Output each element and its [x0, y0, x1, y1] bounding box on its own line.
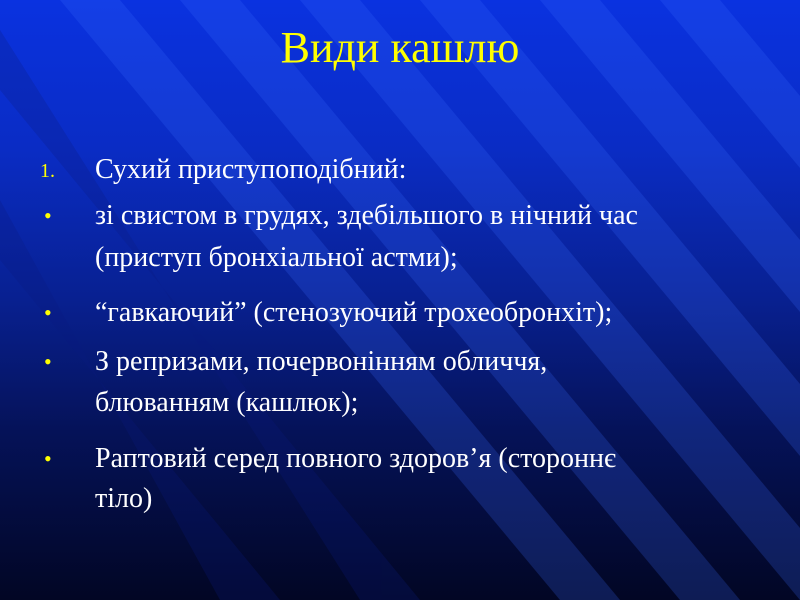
- numbered-item-marker: 1.: [40, 160, 55, 182]
- bullet-item-line: Раптовий серед повного здоров’я (стороннє: [95, 443, 616, 474]
- bullet-marker: •: [44, 300, 52, 325]
- bullet-item-line: зі свистом в грудях, здебільшого в нічний час: [95, 200, 638, 231]
- bullet-marker: •: [44, 203, 52, 228]
- bullet-item-line: блюванням (кашлюк);: [95, 387, 359, 418]
- bullet-marker: •: [44, 446, 52, 471]
- bullet-marker: •: [44, 349, 52, 374]
- numbered-item-text: Сухий приступоподібний:: [95, 154, 407, 185]
- bullet-item-line: (приступ бронхіальної астми);: [95, 242, 458, 273]
- bullet-item-line: “гавкаючий” (стенозуючий трохеобронхіт);: [95, 297, 613, 328]
- slide-title: Види кашлю: [280, 23, 520, 72]
- bullet-item-line: тіло): [95, 483, 153, 514]
- bullet-item-line: З репризами, почервонінням обличчя,: [95, 346, 548, 377]
